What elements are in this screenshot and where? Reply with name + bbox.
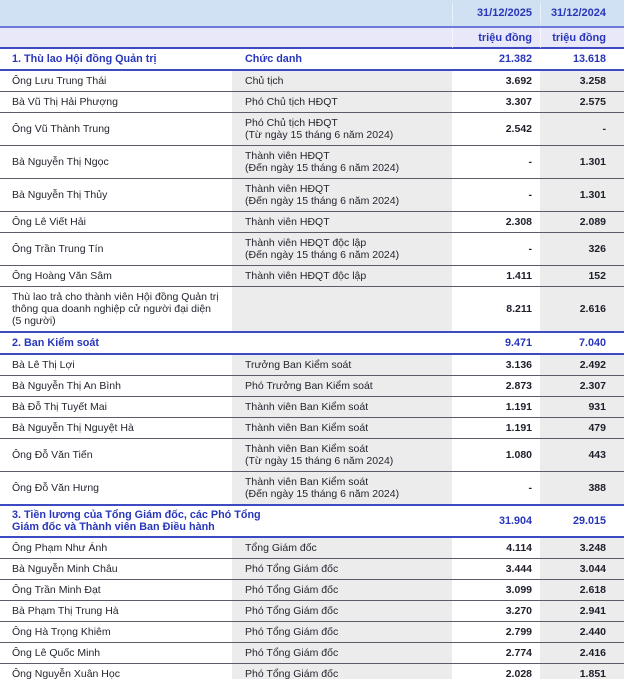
member-name: Bà Đỗ Thị Tuyết Mai (12, 401, 107, 413)
member-name: Ông Lưu Trung Thái (12, 75, 107, 87)
value-2025: - (528, 156, 532, 168)
table-row (0, 146, 624, 179)
value-2025: - (528, 243, 532, 255)
position-title: Chủ tịch (232, 71, 452, 91)
position-title: Thành viên Ban Kiểm soát (Đến ngày 15 tháng 6 năm 2024) (232, 472, 452, 504)
member-name: Bà Nguyễn Thị Thủy (12, 189, 108, 201)
position-title: Phó Tổng Giám đốc (232, 559, 452, 579)
value-2025: 1.191 (505, 422, 532, 434)
member-name: Bà Vũ Thị Hải Phượng (12, 96, 118, 108)
member-name: Bà Nguyễn Minh Châu (12, 563, 118, 575)
member-name: Bà Nguyễn Thị An Bình (12, 380, 121, 392)
value-2024: 1.301 (540, 146, 624, 178)
value-2025: 4.114 (506, 542, 532, 554)
table-row (0, 664, 624, 679)
table-row (0, 233, 624, 266)
table-row (0, 472, 624, 504)
position-title: Trưởng Ban Kiểm soát (232, 355, 452, 375)
position-title: Phó Tổng Giám đốc (232, 580, 452, 600)
value-2024: 479 (540, 418, 624, 438)
table-row (0, 439, 624, 472)
table-row (0, 622, 624, 643)
value-2024: 388 (540, 472, 624, 504)
header-empty-cell (232, 9, 452, 17)
position-title: Thành viên HĐQT độc lập (Đến ngày 15 tháng 6 năm 2024) (232, 233, 452, 265)
member-name: Ông Trần Trung Tín (12, 243, 104, 255)
value-2024: 1.851 (540, 664, 624, 679)
table-row (0, 559, 624, 580)
table-body (0, 49, 624, 679)
value-2025: 1.080 (505, 449, 532, 461)
value-2024: 2.616 (540, 287, 624, 331)
column-header-2025: 31/12/2025 (452, 3, 540, 23)
position-title: Thành viên Ban Kiểm soát (232, 418, 452, 438)
table-header-dates-row (0, 0, 624, 28)
position-title: Thành viên HĐQT (Đến ngày 15 tháng 6 năm 2024) (232, 146, 452, 178)
position-title: Thành viên HĐQT (232, 212, 452, 232)
member-name: Thù lao trả cho thành viên Hội đồng Quản trị thông qua doanh nghiệp cử người đại diện (5 người) (12, 291, 219, 327)
table-row (0, 580, 624, 601)
value-2025: 3.444 (505, 563, 532, 575)
value-2025: - (528, 482, 532, 494)
value-2024: 443 (540, 439, 624, 471)
value-2025: 3.307 (505, 96, 532, 108)
position-title: Thành viên HĐQT (Đến ngày 15 tháng 6 năm 2024) (232, 179, 452, 211)
position-title (232, 506, 452, 536)
value-2024: 931 (540, 397, 624, 417)
table-row (0, 601, 624, 622)
member-name: Ông Hà Trọng Khiêm (12, 626, 111, 638)
value-2024: 3.258 (540, 71, 624, 91)
value-2025: 2.308 (505, 216, 532, 228)
table-row (0, 355, 624, 376)
value-2025: 3.270 (505, 605, 532, 617)
value-2024: 13.618 (572, 53, 606, 65)
column-header-2024: 31/12/2024 (540, 3, 624, 23)
value-2025: 2.873 (505, 380, 532, 392)
value-2025: 2.799 (505, 626, 532, 638)
position-title: Thành viên Ban Kiểm soát (232, 397, 452, 417)
table-row (0, 643, 624, 664)
value-2024: 2.307 (540, 376, 624, 396)
position-title: Phó Tổng Giám đốc (232, 643, 452, 663)
header-empty-cell (0, 9, 232, 17)
value-2024: 326 (540, 233, 624, 265)
table-row (0, 418, 624, 439)
position-title: Phó Chủ tịch HĐQT (Từ ngày 15 tháng 6 năm 2024) (232, 113, 452, 145)
value-2025: 3.692 (505, 75, 532, 87)
section-row (0, 49, 624, 71)
unit-label-2024: triệu đồng (540, 28, 624, 48)
value-2025: 2.542 (505, 123, 532, 135)
value-2024: 2.575 (540, 92, 624, 112)
value-2025: 2.774 (505, 647, 532, 659)
member-name: Ông Đỗ Văn Tiến (12, 449, 93, 461)
table-row (0, 376, 624, 397)
member-name: Ông Nguyễn Xuân Học (12, 668, 120, 679)
table-row (0, 71, 624, 92)
value-2024: 152 (540, 266, 624, 286)
value-2024: 2.618 (540, 580, 624, 600)
value-2025: 8.211 (506, 303, 532, 315)
value-2024: 2.492 (540, 355, 624, 375)
table-row (0, 113, 624, 146)
table-row (0, 212, 624, 233)
section-row (0, 504, 624, 538)
member-name: Bà Nguyễn Thị Ngọc (12, 156, 109, 168)
table-header-unit-row (0, 28, 624, 49)
member-name: Bà Phạm Thị Trung Hà (12, 605, 119, 617)
member-name: Ông Vũ Thành Trung (12, 123, 110, 135)
position-title (232, 287, 452, 331)
position-title: Chức danh (245, 53, 303, 65)
unit-label-2025: triệu đồng (452, 28, 540, 48)
position-title: Phó Trưởng Ban Kiểm soát (232, 376, 452, 396)
value-2025: 2.028 (505, 668, 532, 679)
value-2025: 1.411 (506, 270, 532, 282)
section-row (0, 331, 624, 355)
position-title: Phó Tổng Giám đốc (232, 622, 452, 642)
value-2025: 3.136 (505, 359, 532, 371)
value-2024: 3.044 (540, 559, 624, 579)
table-row (0, 266, 624, 287)
position-title: Thành viên HĐQT độc lập (232, 266, 452, 286)
value-2024: 2.416 (540, 643, 624, 663)
value-2024: 2.941 (540, 601, 624, 621)
value-2025: - (528, 189, 532, 201)
position-title: Thành viên Ban Kiểm soát (Từ ngày 15 tháng 6 năm 2024) (232, 439, 452, 471)
member-name: Ông Đỗ Văn Hưng (12, 482, 99, 494)
position-title (232, 333, 452, 353)
value-2024: 1.301 (540, 179, 624, 211)
position-title: Phó Chủ tịch HĐQT (232, 92, 452, 112)
value-2025: 9.471 (504, 337, 532, 349)
table-row (0, 287, 624, 331)
section-title: 3. Tiền lương của Tổng Giám đốc, các Phó Tổng Giám đốc và Thành viên Ban Điều hành (12, 509, 261, 533)
value-2024: 2.089 (540, 212, 624, 232)
header-empty-cell (232, 34, 452, 42)
section-title: 2. Ban Kiểm soát (12, 337, 100, 349)
position-title: Phó Tổng Giám đốc (232, 601, 452, 621)
member-name: Ông Hoàng Văn Sâm (12, 270, 112, 282)
member-name: Bà Lê Thị Lợi (12, 359, 75, 371)
table-row (0, 538, 624, 559)
member-name: Ông Trần Minh Đạt (12, 584, 101, 596)
position-title: Tổng Giám đốc (232, 538, 452, 558)
value-2025: 21.382 (498, 53, 532, 65)
member-name: Ông Phạm Như Ánh (12, 542, 108, 554)
value-2024: 7.040 (578, 337, 606, 349)
value-2025: 31.904 (498, 515, 532, 527)
member-name: Ông Lê Quốc Minh (12, 647, 101, 659)
value-2025: 1.191 (505, 401, 532, 413)
value-2024: 2.440 (540, 622, 624, 642)
member-name: Bà Nguyễn Thị Nguyệt Hà (12, 422, 134, 434)
table-row (0, 397, 624, 418)
table-row (0, 179, 624, 212)
table-row (0, 92, 624, 113)
value-2024: 3.248 (540, 538, 624, 558)
position-title: Phó Tổng Giám đốc (232, 664, 452, 679)
member-name: Ông Lê Viết Hải (12, 216, 86, 228)
section-title: 1. Thù lao Hội đồng Quản trị (12, 53, 157, 65)
value-2024: - (540, 113, 624, 145)
header-empty-cell (0, 34, 232, 42)
value-2024: 29.015 (572, 515, 606, 527)
value-2025: 3.099 (505, 584, 532, 596)
